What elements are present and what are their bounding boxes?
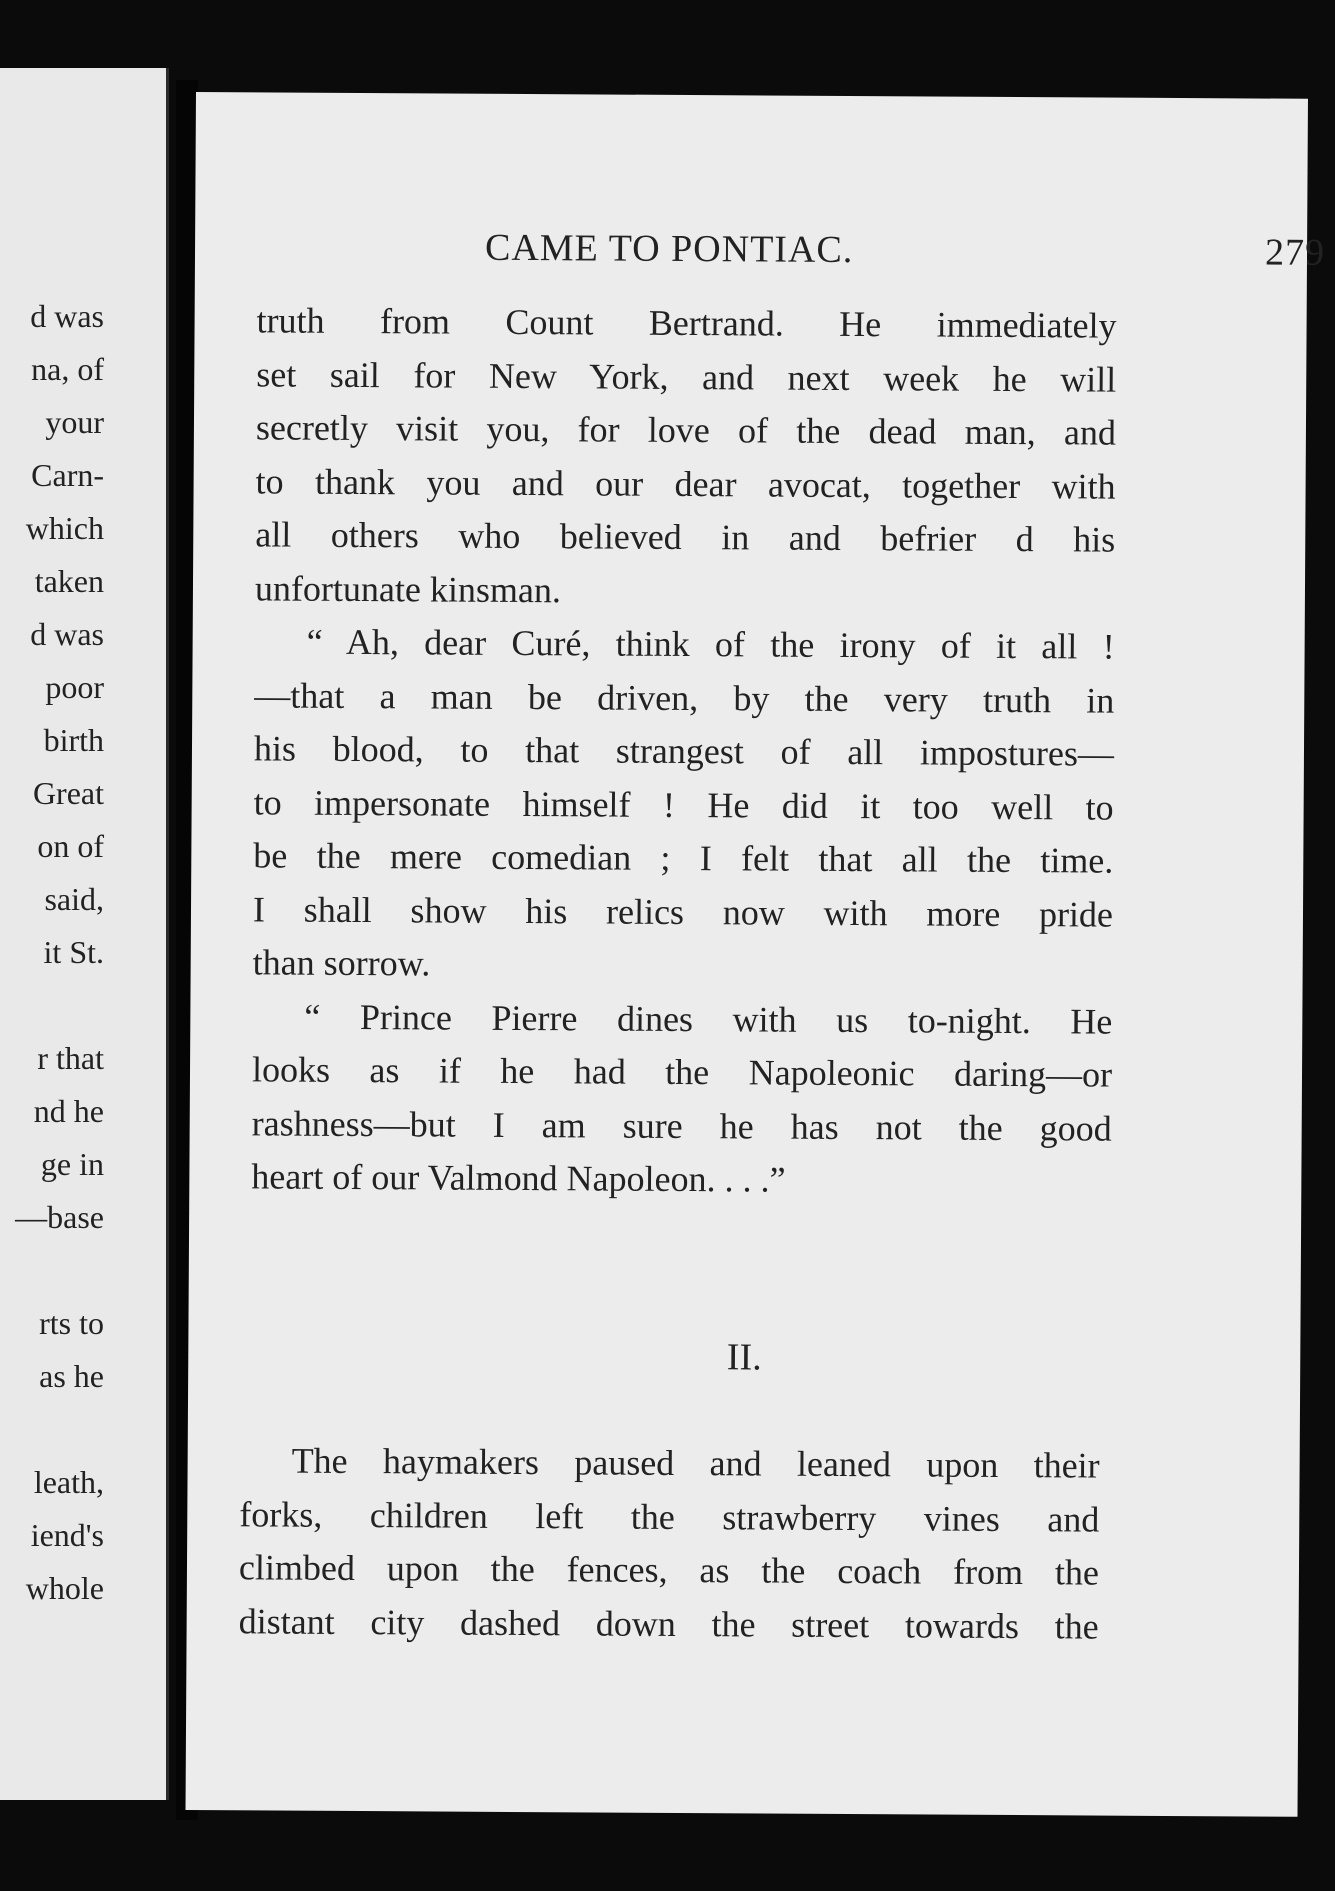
- left-page-line: it St.: [43, 934, 104, 970]
- text-line: his blood, to that strangest of all impostures—: [253, 728, 1115, 774]
- left-page-line: your: [45, 404, 104, 440]
- page-number: 279: [1264, 231, 1326, 274]
- text-line: set sail for New York, and next week he will: [256, 353, 1117, 400]
- text-line: to impersonate himself ! He did it too well to: [253, 781, 1114, 828]
- left-page-line: —base: [15, 1199, 104, 1235]
- left-page-line: on of: [37, 828, 104, 864]
- text-line: truth from Count Bertrand. He immediately: [256, 300, 1117, 346]
- left-page-line: Carn-: [31, 457, 104, 493]
- left-page-line: whole: [25, 1570, 104, 1606]
- text-line: heart of our Valmond Napoleon. . . .”: [251, 1156, 786, 1200]
- left-page-line: d was: [30, 298, 104, 334]
- text-line: forks, children left the strawberry vines and: [239, 1493, 1100, 1540]
- text-line: rashness—but I am sure he has not the good: [251, 1102, 1112, 1149]
- section-heading: II.: [726, 1336, 762, 1379]
- text-line: unfortunate kinsman.: [254, 567, 562, 610]
- text-line: climbed upon the fences, as the coach from the: [238, 1547, 1100, 1593]
- text-line: The haymakers paused and leaned upon their: [291, 1440, 1100, 1486]
- text-line: “ Prince Pierre dines with us to-night. He: [304, 996, 1113, 1042]
- page-header: [484, 226, 1326, 274]
- left-facing-page: [0, 68, 169, 1800]
- left-page-line: which: [25, 510, 104, 546]
- text-line: “ Ah, dear Curé, think of the irony of it all !: [306, 621, 1115, 667]
- section-body: [238, 1434, 1099, 1653]
- right-page: [186, 92, 1326, 1817]
- text-line: distant city dashed down the street towards the: [238, 1600, 1099, 1647]
- left-page-line: ge in: [40, 1146, 104, 1182]
- left-page-line: as he: [39, 1358, 104, 1394]
- left-page-line: poor: [45, 669, 104, 705]
- left-page-line: iend's: [30, 1517, 104, 1553]
- left-page-line: said,: [44, 881, 104, 917]
- left-page-line: taken: [34, 563, 104, 599]
- left-page-line: nd he: [33, 1093, 104, 1129]
- text-line: to thank you and our dear avocat, together with: [255, 460, 1116, 507]
- left-page-line: leath,: [33, 1464, 104, 1500]
- left-page-line: birth: [43, 722, 104, 758]
- text-line: I shall show his relics now with more pride: [252, 888, 1114, 935]
- left-page-line: Great: [32, 775, 104, 811]
- text-line: than sorrow.: [252, 942, 431, 984]
- left-page-line: r that: [37, 1040, 104, 1076]
- left-page-line: d was: [30, 616, 104, 652]
- text-line: all others who believed in and befrier d his: [255, 514, 1116, 560]
- running-title: CAME TO PONTIAC.: [484, 226, 854, 272]
- text-line: —that a man be driven, by the very truth in: [254, 674, 1115, 721]
- text-line: looks as if he had the Napoleonic daring—or: [251, 1049, 1113, 1095]
- text-line: secretly visit you, for love of the dead man, and: [255, 407, 1117, 453]
- left-page-line: rts to: [39, 1305, 104, 1341]
- left-page-line: na, of: [31, 351, 104, 387]
- body-text: [251, 294, 1117, 1209]
- text-line: be the mere comedian ; I felt that all the time.: [253, 835, 1114, 881]
